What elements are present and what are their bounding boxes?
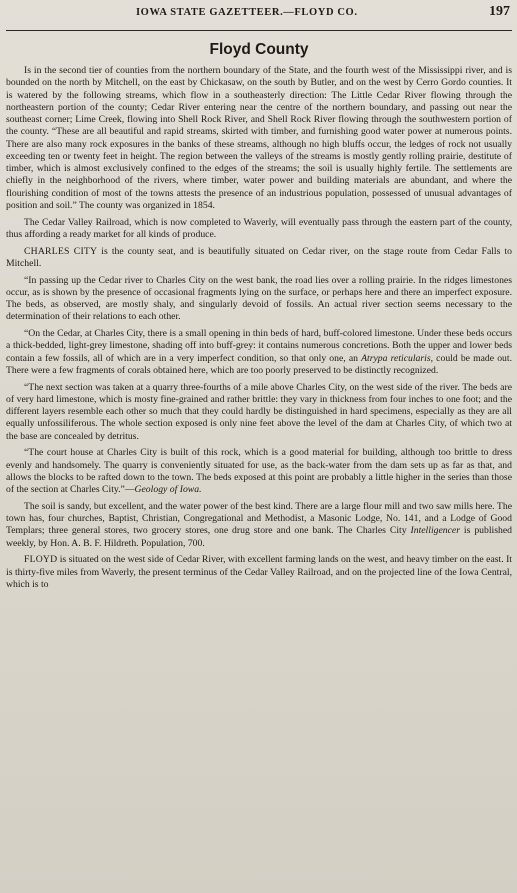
paragraph-text: is published weekly, by Hon. A. B. F. Hildreth. Population, 700. (6, 525, 512, 549)
paragraph-text: is the county seat, and is beautifully situated on Cedar river, on the stage route from Cedar Falls to Mitchell. (6, 245, 512, 269)
paragraph-geology-cedar (6, 328, 512, 377)
source-citation: Geology of Iowa. (134, 484, 202, 495)
page-header (6, 4, 512, 26)
paragraph-text: , could be made out. There were a few fragments of corals obtained here, which are too poorly preserved to be distinctly recognized. (6, 352, 512, 376)
paragraph-floyd (6, 554, 512, 591)
place-name-floyd: FLOYD (24, 554, 58, 566)
paragraph-charles-city (6, 246, 512, 271)
page-number: 197 (489, 4, 510, 19)
paragraph-town-details (6, 501, 512, 550)
paragraph-text: The soil is sandy, but excellent, and the water power of the best kind. There are a large flour mill and two saw mills here. The town has, four churches, Baptist, Christian, Congregational and Methodist, a Masonic Lodge, No. 141, and a Lodge of Good Templars; three general stores, two grocery stores, one drug store and one bank. The Charles City (6, 500, 512, 537)
paragraph-court-house (6, 447, 512, 496)
species-name: Atrypa reticularis (361, 352, 431, 364)
page-title: Floyd County (209, 41, 309, 58)
paragraph-text: “The court house at Charles City is built of this rock, which is a good material for building, although too brittle to dress evenly and handsomely. The quarry is conveniently situated for use, as the back-water from the dam sets up as far as that, and allows the blocks to be rafted down to the town. The beds exposed at this point are probably a little higher in the series than those of the section at Charles City.”— (6, 447, 512, 495)
place-name-charles-city: CHARLES CITY (24, 245, 98, 257)
running-head: IOWA STATE GAZETTEER.—FLOYD CO. (136, 7, 358, 18)
paragraph-geology-quarry: “The next section was taken at a quarry three-fourths of a mile above Charles City, on the west side of the river. The beds are of very hard limestone, which is mosty fine-grained and rather brittle: they vary in thickness from four inches to one foot; and the different layers resemble each other so much that they could hardly be distinguished in hard specimens, especially as they are all equally unfossiliferous. The whole section exposed is only nine feet above the level of the dam at Charles City, of which two at the base are concealed by detritus. (6, 381, 512, 442)
paragraph-railroad: The Cedar Valley Railroad, which is now completed to Waverly, will eventually pass through the eastern part of the county, thus affording a ready market for all kinds of produce. (6, 216, 512, 240)
paragraph-text: is situated on the west side of Cedar River, with excellent farming lands on the west, and heavy timber on the east. It is thirty-five miles from Waverly, the present terminus of the Cedar Valley Railroad, and on the projected line of the Iowa Central, which is to (6, 554, 512, 590)
newspaper-name: Intelligencer (410, 525, 460, 537)
paragraph-geology-road: “In passing up the Cedar river to Charles City on the west bank, the road lies over a rolling prairie. In the ridges limestones occur, as is shown by the presence of occasional fragments lying on the surface, or perhaps here and there an imperfect exposure. The beds, as observed, are mostly shaly, and singularly devoid of fossils. An actual river section seems necessary to the determination of their relations to each other. (6, 274, 512, 323)
body-text (6, 65, 512, 591)
header-rule (6, 30, 512, 31)
paragraph-county-description: Is in the second tier of counties from the northern boundary of the State, and the fourth west of the Mississippi river, and is bounded on the north by Mitchell, on the east by Chickasaw, on the south by Butler, and on the west by Cerro Gordo counties. It is watered by the following streams, which flow in a southeasterly direction: The Little Cedar River flowing through the northeastern portion of the county; Cedar River entering near the centre of the northern boundary, and passing out near the southeast corner; Lime Creek, flowing into Shell Rock River, and Shell Rock River flowing through the southwestern portion of the county. “These are all beautiful and rapid streams, skirted with timber, and furnishing good water power at numerous points. There are also many rock exposures in the banks of these streams, although no high bluffs occur, the ledges of rock not usually exceeding ten or twenty feet in height. The region between the valleys of the streams is mostly gently rolling prairie, destitute of timber, which is almost exclusively confined to the edges of the streams; the soil is usually highly fertile. The settlements are chiefly in the neighborhood of the rivers, where timber, water power and building materials are abundant, and where the flourishing condition of most of the towns attests the presence of an industrious population, possessed of unusual advantages of position and soil.” The county was organized in 1854. (6, 65, 512, 211)
paragraph-text: “On the Cedar, at Charles City, there is a small opening in thin beds of hard, buff-colored limestone. Under these beds occurs a thick-bedded, light-grey limestone, shading off into buff-grey: it contains numerous concretions. Both the upper and lower beds contain a few fossils, all of which are in a very imperfect condition, so that only one, an (6, 328, 512, 364)
